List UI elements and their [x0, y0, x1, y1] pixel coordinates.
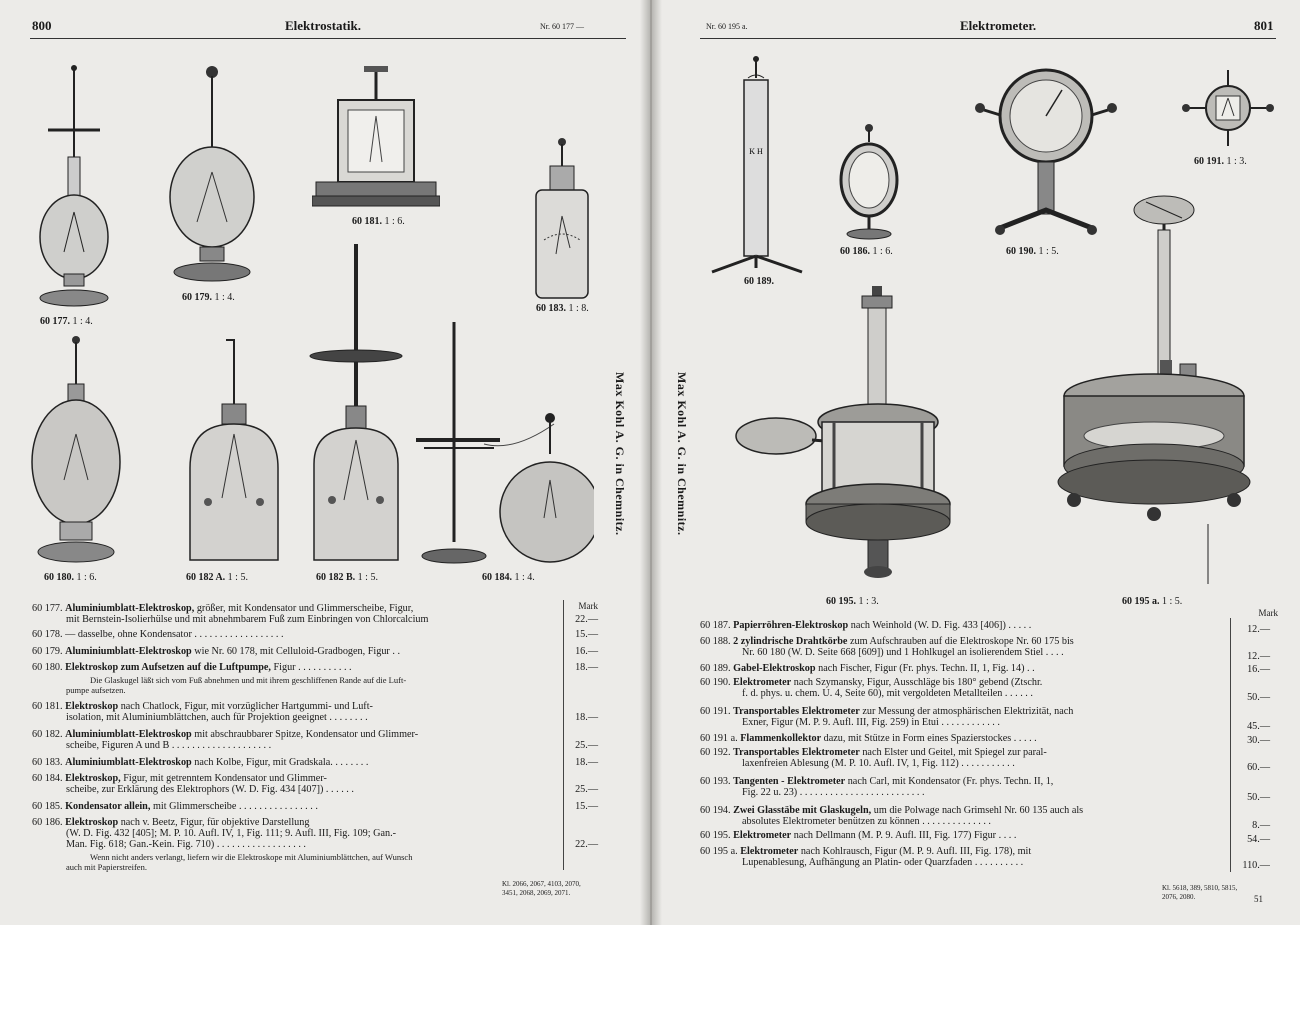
price-60188: 12.— [1247, 651, 1270, 662]
caption-60189: 60 189. [744, 276, 774, 287]
figure-60183-kolbe-electroscope [530, 136, 594, 302]
price-60179: 16.— [575, 646, 598, 657]
right-page-range: Nr. 60 195 a. [706, 22, 748, 31]
figure-60189-fork-electroscope [704, 54, 808, 278]
right-vertical-imprint: Max Kohl A. G. in Chemnitz. [675, 372, 689, 536]
right-page-number: 801 [1254, 18, 1274, 33]
note-60186: Wenn nicht anders verlangt, liefern wir die Elektroskope mit Aluminiumblättchen, auf Wunsch [90, 852, 413, 862]
left-header-rule [30, 38, 626, 39]
list-item: 60 185. Kondensator allein, mit Glimmerscheibe . . . . . . . . . . . . . . . . [32, 801, 318, 812]
list-item: 60 184. Elektroskop, Figur, mit getrenntem Kondensator und Glimmer- [32, 773, 327, 784]
figure-60182a-electroscope [178, 338, 290, 568]
caption-60190: 60 190. 1 : 5. [1006, 246, 1059, 257]
left-page-number: 800 [32, 18, 52, 33]
right-page-title: Elektrometer. [960, 18, 1037, 33]
list-item: 60 182. Aluminiumblatt-Elektroskop mit abschraubbarer Spitze, Kondensator und Glimmer- [32, 729, 419, 740]
list-item: 60 195 a. Elektrometer nach Kohlrausch, Figur (M. P. 9. Aufl. III, Fig. 178), mit [700, 846, 1032, 857]
list-item: 60 191 a. Flammenkollektor dazu, mit Stütze in Form eines Spazierstockes . . . . . [700, 733, 1037, 744]
caption-60179: 60 179. 1 : 4. [182, 292, 235, 303]
price-60184: 25.— [575, 784, 598, 795]
price-60178: 15.— [575, 629, 598, 640]
list-item: 60 187. Papierröhren-Elektroskop nach Weinhold (W. D. Fig. 433 [406]) . . . . . [700, 620, 1032, 631]
price-60177: 22.— [575, 614, 598, 625]
list-item: Lupenablesung, Aufhängung an Platin- oder Quarzfaden . . . . . . . . . . [742, 857, 1024, 868]
price-60186: 22.— [575, 839, 598, 850]
figure-60177-electroscope [28, 62, 120, 312]
list-item: 60 194. Zwei Glasstäbe mit Glaskugeln, um die Polwage nach Grimsehl Nr. 60 135 auch als [700, 805, 1084, 816]
price-column-divider [563, 600, 564, 870]
list-item: 60 189. Gabel-Elektroskop nach Fischer, Figur (Fr. phys. Techn. II, 1, Fig. 14) . . [700, 663, 1035, 674]
figure-60182b-electroscope [306, 244, 410, 568]
list-item: 60 183. Aluminiumblatt-Elektroskop nach Kolbe, Figur, mit Gradskala. . . . . . . . [32, 757, 369, 768]
svg-text:K H: K H [749, 147, 763, 156]
mark-header: Mark [578, 601, 598, 611]
list-item: f. d. phys. u. chem. U. 4, Seite 60), mit vergoldeten Metallteilen . . . . . . [742, 688, 1033, 699]
caption-60183: 60 183. 1 : 8. [536, 303, 589, 314]
caption-60177: 60 177. 1 : 4. [40, 316, 93, 327]
right-page [650, 0, 1300, 925]
figure-60191-exner-electrometer [1180, 68, 1276, 148]
list-item: 60 191. Transportables Elektrometer zur Messung der atmosphärischen Elektrizität, nach [700, 706, 1074, 717]
sheet-number: 51 [1254, 894, 1263, 904]
left-page-title: Elektrostatik. [285, 18, 361, 33]
left-footer-line2: 3451, 2068, 2069, 2071. [502, 889, 571, 897]
price-60185: 15.— [575, 801, 598, 812]
note-60180-cont: pumpe aufsetzen. [66, 685, 126, 695]
price-60182: 25.— [575, 740, 598, 751]
list-item: mit Bernstein-Isolierhülse und mit abnehmbarem Fuß zum Einbringen von Chlorcalcium [66, 614, 429, 625]
bottom-white-band [0, 925, 1300, 1014]
caption-60195a: 60 195 a. 1 : 5. [1122, 596, 1183, 607]
list-item: 60 177. Aluminiumblatt-Elektroskop, größer, mit Kondensator und Glimmerscheibe, Figur, [32, 603, 414, 614]
list-item: Man. Fig. 618; Gan.-Kein. Fig. 710) . . . . . . . . . . . . . . . . . . [66, 839, 306, 850]
price-60181: 18.— [575, 712, 598, 723]
figure-60195-dellmann-electrometer [734, 286, 952, 592]
right-footer-line2: 2076, 2080. [1162, 893, 1196, 901]
price-60189: 16.— [1247, 664, 1270, 675]
figure-60195a-kohlrausch-electrometer [1054, 180, 1254, 592]
caption-60180: 60 180. 1 : 6. [44, 572, 97, 583]
list-item: scheibe, Figuren A und B . . . . . . . . . . . . . . . . . . . . [66, 740, 272, 751]
price-60190: 50.— [1247, 692, 1270, 703]
caption-60191: 60 191. 1 : 3. [1194, 156, 1247, 167]
price-60194: 8.— [1252, 820, 1270, 831]
price-60191a: 30.— [1247, 735, 1270, 746]
list-item: Nr. 60 180 (W. D. Seite 668 [609]) und 1 Hohlkugel an isolierendem Stiel . . . . [742, 647, 1064, 658]
list-item: 60 181. Elektroskop nach Chatlock, Figur, mit vorzüglicher Hartgummi- und Luft- [32, 701, 373, 712]
caption-60181: 60 181. 1 : 6. [352, 216, 405, 227]
price-60191: 45.— [1247, 721, 1270, 732]
right-footer-line1: Kl. 5618, 389, 5810, 5815, [1162, 884, 1238, 892]
list-item: 60 186. Elektroskop nach v. Beetz, Figur, für objektive Darstellung [32, 817, 310, 828]
figure-60181-projection-electroscope [312, 66, 440, 212]
list-item: scheibe, zur Erklärung des Elektrophors (W. D. Fig. 434 [407]) . . . . . . [66, 784, 354, 795]
left-footer-line1: Kl. 2066, 2067, 4103, 2070, [502, 880, 581, 888]
list-item: laxenfreien Ablesung (M. P. 10. Aufl. IV, 1, Fig. 112) . . . . . . . . . . . [742, 758, 1015, 769]
price-60192: 60.— [1247, 762, 1270, 773]
list-item: 60 188. 2 zylindrische Drahtkörbe zum Aufschrauben auf die Elektroskope Nr. 60 175 bis [700, 636, 1074, 647]
price-60187: 12.— [1247, 624, 1270, 635]
caption-60195: 60 195. 1 : 3. [826, 596, 879, 607]
caption-60186: 60 186. 1 : 6. [840, 246, 893, 257]
caption-60182a: 60 182 A. 1 : 5. [186, 572, 248, 583]
figure-60184-electroscope-with-condenser [414, 322, 594, 568]
price-60180: 18.— [575, 662, 598, 673]
left-page-range: Nr. 60 177 — [540, 22, 584, 31]
list-item: Fig. 22 u. 23) . . . . . . . . . . . . . . . . . . . . . . . . . [742, 787, 925, 798]
list-item: Exner, Figur (M. P. 9. Aufl. III, Fig. 259) in Etui . . . . . . . . . . . . [742, 717, 1000, 728]
figure-60179-electroscope [162, 62, 262, 287]
price-column-divider [1230, 618, 1231, 872]
caption-60184: 60 184. 1 : 4. [482, 572, 535, 583]
list-item: isolation, mit Aluminiumblättchen, auch für Projektion geeignet . . . . . . . . [66, 712, 368, 723]
list-item: 60 192. Transportables Elektrometer nach Elster und Geitel, mit Spiegel zur paral- [700, 747, 1047, 758]
mark-header: Mark [1258, 608, 1278, 618]
list-item: 60 178. — dasselbe, ohne Kondensator . . . . . . . . . . . . . . . . . . [32, 629, 284, 640]
list-item: 60 195. Elektrometer nach Dellmann (M. P. 9. Aufl. III, Fig. 177) Figur . . . . [700, 830, 1017, 841]
price-60195: 54.— [1247, 834, 1270, 845]
note-60186-cont: auch mit Papierstreifen. [66, 862, 147, 872]
price-60193: 50.— [1247, 792, 1270, 803]
figure-60186-beetz-electroscope [834, 118, 904, 242]
note-60180: Die Glaskugel läßt sich vom Fuß abnehmen und mit ihrem geschliffenen Rande auf die Luft- [90, 675, 407, 685]
list-item: 60 193. Tangenten - Elektrometer nach Carl, mit Kondensator (Fr. phys. Techn. II, 1, [700, 776, 1054, 787]
list-item: absolutes Elektrometer benützen zu können . . . . . . . . . . . . . . [742, 816, 991, 827]
list-item: 60 180. Elektroskop zum Aufsetzen auf die Luftpumpe, Figur . . . . . . . . . . . [32, 662, 352, 673]
price-60183: 18.— [575, 757, 598, 768]
list-item: 60 179. Aluminiumblatt-Elektroskop wie Nr. 60 178, mit Celluloid-Gradbogen, Figur . . [32, 646, 400, 657]
list-item: (W. D. Fig. 432 [405]; M. P. 10. Aufl. IV, 1, Fig. 111; 9. Aufl. III, Fig. 109; Gan.- [66, 828, 397, 839]
figure-60180-airpump-electroscope [28, 334, 128, 566]
left-page [0, 0, 650, 925]
price-60195a: 110.— [1242, 860, 1270, 871]
left-vertical-imprint: Max Kohl A. G. in Chemnitz. [613, 372, 627, 536]
book-gutter [640, 0, 662, 925]
caption-60182b: 60 182 B. 1 : 5. [316, 572, 378, 583]
list-item: 60 190. Elektrometer nach Szymansky, Figur, Ausschläge bis 180° gebend (Ztschr. [700, 677, 1043, 688]
right-header-rule [700, 38, 1276, 39]
